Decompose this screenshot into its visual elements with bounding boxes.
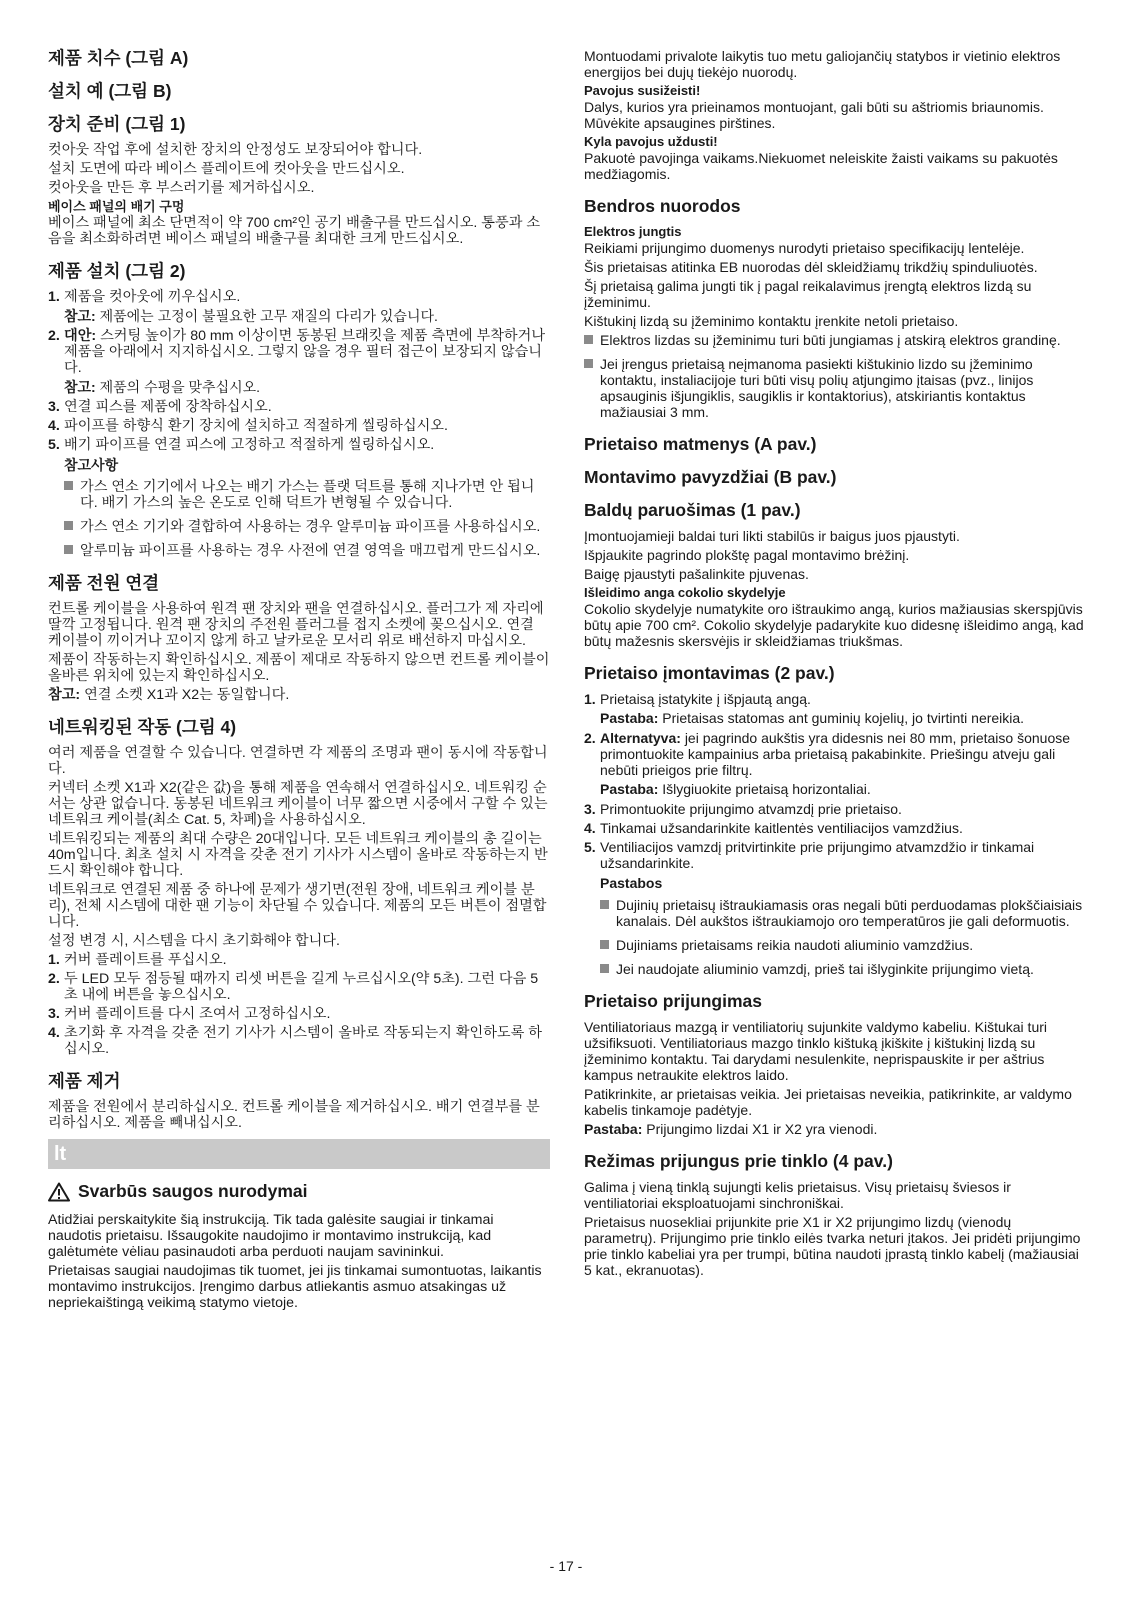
step-ko-network-1: 1. 커버 플레이트를 푸십시오.	[48, 952, 227, 968]
text-connect-2: Patikrinkite, ar prietaisas veikia. Jei prietaisas neveikia, patikrinkite, ar valdymo kabelis tinkamoje padėtyje.	[584, 1086, 1072, 1118]
heading-ko-remove: 제품 제거	[48, 1071, 121, 1091]
step-ko-install-2: 2. 대안: 스커팅 높이가 80 mm 이상이면 동봉된 브래킷을 제품 측면에 부착하거나 제품을 아래에서 지지하십시오. 그렇지 않을 경우 필터 접근이 보장되지 않습니다.	[48, 328, 546, 376]
bullet-ko-notes-1: 가스 연소 기기에서 나오는 배기 가스는 플랫 덕트를 통해 지나가면 안 됩니다. 배기 가스의 높은 온도로 인해 덕트가 변형될 수 있습니다.	[48, 479, 550, 511]
right-column	[584, 48, 1084, 1281]
subheading-injury: Pavojus susižeisti!	[584, 83, 701, 98]
text-general-4: Kištukinį lizdą su įžeminimo kontaktu įrenkite netoli prietaiso.	[584, 313, 959, 329]
bullet-square-icon	[584, 359, 593, 368]
subheading-ko-vent: 베이스 패널의 배기 구멍	[48, 199, 185, 214]
text-ko-prep-1: 컷아웃 작업 후에 설치한 장치의 안정성도 보장되어야 합니다.	[48, 142, 423, 158]
note-connect: Pastaba: Prijungimo lizdai X1 ir X2 yra vienodi.	[584, 1121, 878, 1137]
text-ko-network-2: 커넥터 소켓 X1과 X2(같은 값)을 통해 제품을 연속해서 연결하십시오. 네트워킹 순서는 상관 없습니다. 동봉된 네트워크 케이블이 너무 짧으면 시중에서 구할 수 있는 네트워크 케이블(최소 Cat. 5, 차폐)을 사용하십시오.	[48, 780, 548, 828]
step-ko-install-1: 1. 제품을 컷아웃에 끼우십시오.	[48, 289, 241, 305]
subheading-ko-notes: 참고사항	[64, 457, 119, 473]
bullet-square-icon	[600, 900, 609, 909]
bullet-square-icon	[600, 964, 609, 973]
bullet-square-icon	[64, 481, 73, 490]
note-ko-install-1: 참고: 제품에는 고정이 불필요한 고무 재질의 다리가 있습니다.	[64, 308, 438, 324]
text-vent: Cokolio skydelyje numatykite oro ištraukimo angą, kurios mažiausias skerspjūvis būtų apie 700 cm². Cokolio skydelyje padarykite kuo didesnę išleidimo angą, kad būtų mažesnis skersvėjis ir skleidžiamas triukšmas.	[584, 601, 1084, 649]
heading-general: Bendros nuorodos	[584, 196, 741, 216]
step-ko-network-2: 2. 두 LED 모두 점등될 때까지 리셋 버튼을 길게 누르십시오(약 5초). 그런 다음 5초 내에 버튼을 놓으십시오.	[48, 971, 539, 1003]
warning-triangle-icon	[48, 1182, 70, 1202]
bullet-notes-2: Dujiniams prietaisams reikia naudoti aliuminio vamzdžius.	[584, 937, 1084, 953]
note-ko-install-2: 참고: 제품의 수평을 맞추십시오.	[64, 379, 261, 395]
step-install-2: 2. Alternatyva: jei pagrindo aukštis yra didesnis nei 80 mm, prietaiso šonuose primontuokite kampainius arba prietaisą pakabinkite. Priešingu atveju gali nebūti prieigos prie filtrų.	[584, 730, 1071, 778]
text-ko-network-1: 여러 제품을 연결할 수 있습니다. 연결하면 각 제품의 조명과 팬이 동시에 작동합니다.	[48, 745, 548, 777]
note-ko-power: 참고: 연결 소켓 X1과 X2는 동일합니다.	[48, 687, 290, 703]
text-lt-safety-1: Atidžiai perskaitykite šią instrukciją. Tik tada galėsite saugiai ir tinkamai naudotis prietaisu. Išsaugokite naudojimo ir montavimo instrukciją, kad galėtumėte vėliau pasinaudoti arba perduoti naujam savininkui.	[48, 1212, 494, 1260]
subheading-notes: Pastabos	[600, 875, 663, 891]
heading-ko-network: 네트워킹된 작동 (그림 4)	[48, 717, 237, 737]
step-ko-network-3: 3. 커버 플레이트를 다시 조여서 고정하십시오.	[48, 1006, 331, 1022]
text-prep-2: Išpjaukite pagrindo plokštę pagal montavimo brėžinį.	[584, 547, 910, 563]
step-ko-network-4: 4. 초기화 후 자격을 갖춘 전기 기사가 시스템이 올바로 작동되는지 확인하도록 하십시오.	[48, 1025, 542, 1057]
page-number: - 17 -	[549, 1558, 583, 1574]
bullet-ko-notes-3: 알루미늄 파이프를 사용하는 경우 사전에 연결 영역을 매끄럽게 만드십시오.	[48, 543, 550, 559]
heading-ko-dimensions: 제품 치수 (그림 A)	[48, 48, 189, 68]
heading-ko-examples: 설치 예 (그림 B)	[48, 81, 172, 101]
heading-lt-safety: Svarbūs saugos nurodymai	[48, 1181, 550, 1202]
subheading-suffocation: Kyla pavojus uždusti!	[584, 134, 718, 149]
text-injury: Dalys, kurios yra prieinamos montuojant, gali būti su aštriomis briaunomis. Mūvėkite apsaugines pirštines.	[584, 99, 1044, 131]
step-ko-install-5: 5. 배기 파이프를 연결 피스에 고정하고 적절하게 씰링하십시오.	[48, 437, 435, 453]
heading-ko-install: 제품 설치 (그림 2)	[48, 261, 186, 281]
text-ko-network-5: 설정 변경 시, 시스템을 다시 초기화해야 합니다.	[48, 933, 340, 949]
bullet-notes-3: Jei naudojate aliuminio vamzdį, prieš tai išlyginkite prijungimo vietą.	[584, 961, 1084, 977]
step-install-1: 1. Prietaisą įstatykite į išpjautą angą.	[584, 691, 811, 707]
bullet-square-icon	[600, 940, 609, 949]
subheading-electric: Elektros jungtis	[584, 224, 682, 239]
text-ko-prep-2: 설치 도면에 따라 베이스 플레이트에 컷아웃을 만드십시오.	[48, 161, 405, 177]
heading-install: Prietaiso įmontavimas (2 pav.)	[584, 663, 835, 683]
heading-connect: Prietaiso prijungimas	[584, 991, 762, 1011]
bullet-square-icon	[584, 335, 593, 344]
text-prep-3: Baigę pjaustyti pašalinkite pjuvenas.	[584, 566, 809, 582]
text-suffocation: Pakuotė pavojinga vaikams.Niekuomet neleiskite žaisti vaikams su pakuotės medžiagomis.	[584, 150, 1058, 182]
text-prep-1: Įmontuojamieji baldai turi likti stabilūs ir baigus juos pjaustyti.	[584, 528, 960, 544]
subheading-vent: Išleidimo anga cokolio skydelyje	[584, 585, 786, 600]
text-ko-power-1: 컨트롤 케이블을 사용하여 원격 팬 장치와 팬을 연결하십시오. 플러그가 제 자리에 딸깍 고정됩니다. 원격 팬 장치의 주전원 플러그를 접지 소켓에 꽂으십시오. 연결 케이블이 끼이거나 꼬이지 않게 하고 날카로운 모서리 위로 배선하지 마십시오.	[48, 601, 544, 649]
text-ko-remove: 제품을 전원에서 분리하십시오. 컨트롤 케이블을 제거하십시오. 배기 연결부를 분리하십시오. 제품을 빼내십시오.	[48, 1099, 540, 1131]
step-ko-install-3: 3. 연결 피스를 제품에 장착하십시오.	[48, 399, 272, 415]
heading-ko-prep: 장치 준비 (그림 1)	[48, 114, 186, 134]
text-lt-intro: Montuodami privalote laikytis tuo metu galiojančių statybos ir vietinio elektros energijos bei dujų tiekėjo nuorodų.	[584, 48, 1061, 80]
bullet-notes-1: Dujinių prietaisų ištraukiamasis oras negali būti perduodamas plokščiaisiais kanalais. Dėl aukštos ištraukiamojo oro temperatūros jie gali deformuotis.	[584, 897, 1084, 929]
language-bar: lt	[48, 1139, 550, 1169]
heading-examples: Montavimo pavyzdžiai (B pav.)	[584, 467, 837, 487]
text-general-2: Šis prietaisas atitinka EB nuorodas dėl skleidžiamų trikdžių spinduliuotės.	[584, 259, 1038, 275]
step-ko-install-4: 4. 파이프를 하향식 환기 장치에 설치하고 적절하게 씰링하십시오.	[48, 418, 448, 434]
heading-ko-power: 제품 전원 연결	[48, 573, 160, 593]
text-ko-vent: 베이스 패널에 최소 단면적이 약 700 cm²인 공기 배출구를 만드십시오. 통풍과 소음을 최소화하려면 베이스 패널의 배출구를 최대한 크게 만드십시오.	[48, 215, 541, 247]
step-install-3: 3. Primontuokite prijungimo atvamzdį prie prietaiso.	[584, 801, 902, 817]
text-ko-power-2: 제품이 작동하는지 확인하십시오. 제품이 제대로 작동하지 않으면 컨트롤 케이블이 올바른 위치에 있는지 확인하십시오.	[48, 652, 550, 684]
bullet-square-icon	[64, 545, 73, 554]
text-general-3: Šį prietaisą galima jungti tik į pagal reikalavimus įrengtą elektros lizdą su įžeminimu.	[584, 278, 1032, 310]
note-install-2: Pastaba: Išlygiuokite prietaisą horizontaliai.	[600, 781, 871, 797]
text-network-2: Prietaisus nuosekliai prijunkite prie X1 ir X2 prijungimo lizdų (vienodų parametrų). Prijungimo prie tinklo eilės tvarka neturi įtakos. Jei pridėti prijungimo prie tinklo kabeliai yra per trumpi, būtina naudoti įprastą tinklo kabelį (mažiausiai 5 kat., ekranuotas).	[584, 1214, 1081, 1278]
step-install-5: 5. Ventiliacijos vamzdį pritvirtinkite prie prijungimo atvamzdžio ir tinkamai užsandarinkite.	[584, 839, 1035, 871]
step-install-4: 4. Tinkamai užsandarinkite kaitlentės ventiliacijos vamzdžius.	[584, 820, 963, 836]
text-connect-1: Ventiliatoriaus mazgą ir ventiliatorių sujunkite valdymo kabeliu. Kištukai turi užsifiksuoti. Ventiliatoriaus mazgo tinklo kištuką įkiškite į kištukinį lizdą su įžeminimo kontaktu. Tai darydami nesulenkite, neprispauskite ir per aštrius kampus netraukite elektros laido.	[584, 1019, 1047, 1083]
heading-network: Režimas prijungus prie tinklo (4 pav.)	[584, 1151, 893, 1171]
text-ko-prep-3: 컷아웃을 만든 후 부스러기를 제거하십시오.	[48, 180, 315, 196]
bullet-general-1: Elektros lizdas su įžeminimu turi būti jungiamas į atskirą elektros grandinę.	[584, 332, 1084, 348]
heading-dimensions: Prietaiso matmenys (A pav.)	[584, 434, 817, 454]
note-install-1: Pastaba: Prietaisas statomas ant guminių kojelių, jo tvirtinti nereikia.	[600, 710, 1025, 726]
bullet-ko-notes-2: 가스 연소 기기와 결합하여 사용하는 경우 알루미늄 파이프를 사용하십시오.	[48, 519, 550, 535]
text-network-1: Galima į vieną tinklą sujungti kelis prietaisus. Visų prietaisų šviesos ir ventiliatoriai eksploatuojami sinchroniškai.	[584, 1179, 1011, 1211]
left-column	[48, 48, 550, 1314]
text-lt-safety-2: Prietaisas saugiai naudojimas tik tuomet, jei jis tinkamai sumontuotas, laikantis montavimo instrukcijos. Įrengimo darbus atliekantis asmuo atsakingas už nepriekaištingą veikimą statymo vietoje.	[48, 1263, 542, 1311]
heading-prep: Baldų paruošimas (1 pav.)	[584, 500, 801, 520]
text-general-1: Reikiami prijungimo duomenys nurodyti prietaiso specifikacijų lentelėje.	[584, 240, 1025, 256]
text-ko-network-3: 네트워킹되는 제품의 최대 수량은 20대입니다. 모든 네트워크 케이블의 총 길이는 40m입니다. 최초 설치 시 자격을 갖춘 전기 기사가 시스템이 올바로 작동하는지 반드시 확인해야 합니다.	[48, 831, 548, 879]
bullet-square-icon	[64, 521, 73, 530]
text-ko-network-4: 네트워크로 연결된 제품 중 하나에 문제가 생기면(전원 장애, 네트워크 케이블 분리), 전체 시스템에 대한 팬 기능이 차단될 수 있습니다. 제품의 모든 버튼이 점멸합니다.	[48, 882, 547, 930]
bullet-general-2: Jei įrengus prietaisą neįmanoma pasiekti kištukinio lizdo su įžeminimo kontaktu, instaliacijoje turi būti visų polių atjungimo įtaisas (pvz., linijos apsauginis išjungiklis, saugiklis ir kontaktorius), atskiriantis kontaktus mažiausiai 3 mm.	[584, 356, 1084, 420]
